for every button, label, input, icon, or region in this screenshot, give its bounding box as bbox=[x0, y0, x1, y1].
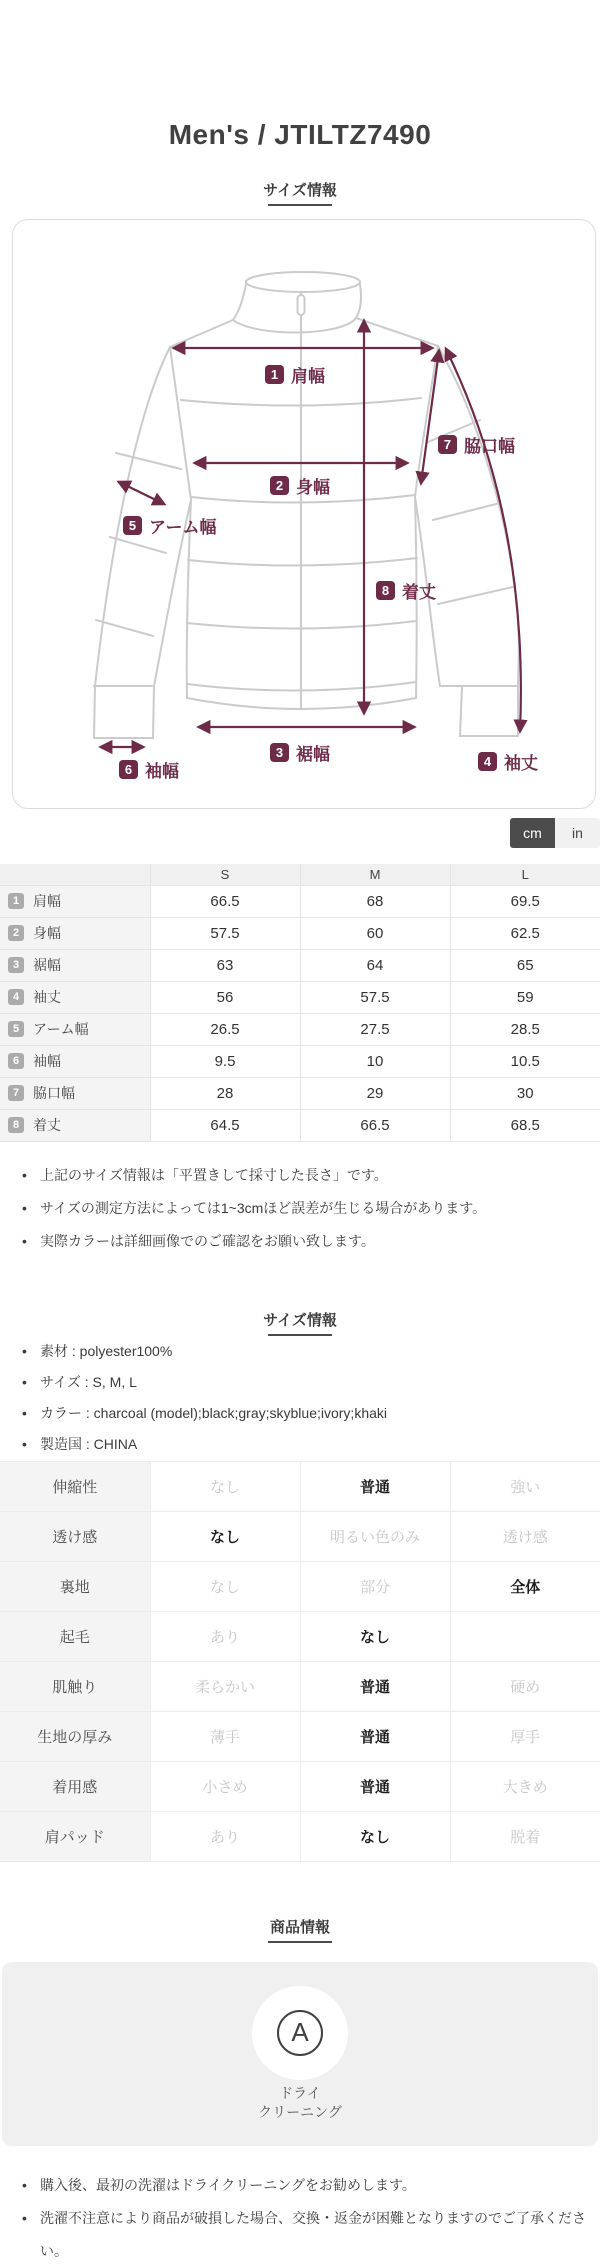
diagram-label-hem-width: 3 裾幅 bbox=[270, 740, 330, 765]
attribute-row-shoulder-pad: 肩パッド あり なし 脱着 bbox=[0, 1811, 600, 1861]
size-info-heading bbox=[0, 179, 600, 206]
label-1-badge: 1 bbox=[265, 365, 284, 384]
size-note: • 実際カラーは詳細画像でのご確認をお願い致します。 bbox=[20, 1225, 592, 1258]
size-note: • 上記のサイズ情報は「平置きして採寸した長さ」です。 bbox=[20, 1159, 592, 1192]
size-notes-list bbox=[20, 1159, 592, 1258]
detail-info-heading-text: サイズ情報 bbox=[261, 1309, 339, 1336]
colors-bullet: • カラー : charcoal (model);black;gray;skyblue;ivory;khaki bbox=[20, 1398, 592, 1429]
attr-option-cell: 硬め bbox=[450, 1661, 600, 1711]
size-value-cell: 28 bbox=[150, 1077, 300, 1109]
attr-option-cell: 小さめ bbox=[150, 1761, 300, 1811]
size-value-cell: 29 bbox=[300, 1077, 450, 1109]
unit-toggle bbox=[0, 818, 600, 848]
attribute-table bbox=[0, 1461, 600, 1862]
label-7-badge: 7 bbox=[438, 435, 457, 454]
attr-option-cell: 大きめ bbox=[450, 1761, 600, 1811]
size-value-cell: 65 bbox=[450, 949, 600, 981]
care-notes-list bbox=[20, 2169, 592, 2267]
size-value-cell: 60 bbox=[300, 917, 450, 949]
size-table-row: 5 アーム幅 26.5 27.5 28.5 bbox=[0, 1013, 600, 1045]
attr-option-cell: 普通 bbox=[300, 1761, 450, 1811]
product-info-heading bbox=[0, 1916, 600, 1943]
size-table-row: 1 肩幅 66.5 68 69.5 bbox=[0, 885, 600, 917]
diagram-label-garment-length: 8 着丈 bbox=[376, 578, 436, 603]
label-5-badge: 5 bbox=[123, 516, 142, 535]
jacket-illustration bbox=[13, 220, 595, 808]
size-table-row: 7 脇口幅 28 29 30 bbox=[0, 1077, 600, 1109]
size-table-row: 2 身幅 57.5 60 62.5 bbox=[0, 917, 600, 949]
detail-info-heading bbox=[0, 1309, 600, 1336]
size-column-s: S bbox=[150, 864, 300, 885]
attr-option-cell: 厚手 bbox=[450, 1711, 600, 1761]
size-value-cell: 28.5 bbox=[450, 1013, 600, 1045]
label-8-badge: 8 bbox=[376, 581, 395, 600]
diagram-label-cuff-width: 6 袖幅 bbox=[119, 757, 179, 782]
size-value-cell: 10 bbox=[300, 1045, 450, 1077]
size-value-cell: 57.5 bbox=[300, 981, 450, 1013]
attr-option-cell: なし bbox=[150, 1561, 300, 1611]
diagram-label-arm-width: 5 アーム幅 bbox=[123, 513, 217, 538]
diagram-label-sleeve-length: 4 袖丈 bbox=[478, 749, 538, 774]
size-value-cell: 10.5 bbox=[450, 1045, 600, 1077]
size-column-l: L bbox=[450, 864, 600, 885]
size-value-cell: 63 bbox=[150, 949, 300, 981]
care-symbol-background bbox=[252, 1986, 348, 2080]
attr-option-cell: なし bbox=[300, 1811, 450, 1861]
size-table bbox=[0, 864, 600, 1142]
size-value-cell: 68 bbox=[300, 885, 450, 917]
attr-option-cell: 薄手 bbox=[150, 1711, 300, 1761]
country-bullet: • 製造国 : CHINA bbox=[20, 1429, 592, 1460]
size-table-header-row bbox=[0, 864, 600, 885]
unit-cm-button[interactable]: cm bbox=[510, 818, 555, 848]
size-value-cell: 68.5 bbox=[450, 1109, 600, 1141]
size-diagram bbox=[12, 219, 596, 809]
care-instructions-box bbox=[2, 1962, 598, 2146]
size-value-cell: 56 bbox=[150, 981, 300, 1013]
attr-option-cell: なし bbox=[300, 1611, 450, 1661]
attr-option-cell: なし bbox=[150, 1461, 300, 1511]
size-table-row: 4 袖丈 56 57.5 59 bbox=[0, 981, 600, 1013]
size-value-cell: 62.5 bbox=[450, 917, 600, 949]
attr-option-cell: 明るい色のみ bbox=[300, 1511, 450, 1561]
size-value-cell: 9.5 bbox=[150, 1045, 300, 1077]
attr-option-cell: 柔らかい bbox=[150, 1661, 300, 1711]
size-value-cell: 57.5 bbox=[150, 917, 300, 949]
attr-option-cell: 普通 bbox=[300, 1461, 450, 1511]
product-info-heading-text: 商品情報 bbox=[268, 1916, 332, 1943]
size-value-cell: 64 bbox=[300, 949, 450, 981]
label-3-badge: 3 bbox=[270, 743, 289, 762]
attr-option-cell: 普通 bbox=[300, 1661, 450, 1711]
jacket-outline bbox=[94, 272, 519, 738]
size-value-cell: 59 bbox=[450, 981, 600, 1013]
attr-option-cell: 透け感 bbox=[450, 1511, 600, 1561]
size-value-cell: 64.5 bbox=[150, 1109, 300, 1141]
size-table-corner-cell bbox=[0, 864, 150, 885]
size-table-row: 8 着丈 64.5 66.5 68.5 bbox=[0, 1109, 600, 1141]
label-4-badge: 4 bbox=[478, 752, 497, 771]
care-label: ドライ クリーニング bbox=[258, 2084, 342, 2120]
attr-option-cell bbox=[450, 1611, 600, 1661]
attribute-row-thickness: 生地の厚み 薄手 普通 厚手 bbox=[0, 1711, 600, 1761]
size-value-cell: 27.5 bbox=[300, 1013, 450, 1045]
page-title: Men's / JTILTZ7490 bbox=[168, 119, 432, 150]
attribute-row-lining: 裏地 なし 部分 全体 bbox=[0, 1561, 600, 1611]
size-value-cell: 69.5 bbox=[450, 885, 600, 917]
label-6-badge: 6 bbox=[119, 760, 138, 779]
attr-option-cell: 部分 bbox=[300, 1561, 450, 1611]
size-column-m: M bbox=[300, 864, 450, 885]
size-table-row: 3 裾幅 63 64 65 bbox=[0, 949, 600, 981]
attribute-row-stretch: 伸縮性 なし 普通 強い bbox=[0, 1461, 600, 1511]
attr-option-cell: 脱着 bbox=[450, 1811, 600, 1861]
size-value-cell: 66.5 bbox=[300, 1109, 450, 1141]
sizes-bullet: • サイズ : S, M, L bbox=[20, 1367, 592, 1398]
unit-in-button[interactable]: in bbox=[555, 818, 600, 848]
size-value-cell: 26.5 bbox=[150, 1013, 300, 1045]
diagram-label-armhole-width: 7 脇口幅 bbox=[438, 432, 515, 457]
size-value-cell: 66.5 bbox=[150, 885, 300, 917]
care-note: • 洗濯不注意により商品が破損した場合、交換・返金が困難となりますのでご了承ください。 bbox=[20, 2202, 592, 2267]
label-2-badge: 2 bbox=[270, 476, 289, 495]
detail-bullets-list bbox=[20, 1336, 592, 1460]
attr-option-cell: あり bbox=[150, 1811, 300, 1861]
attribute-row-touch: 肌触り 柔らかい 普通 硬め bbox=[0, 1661, 600, 1711]
care-note: • 購入後、最初の洗濯はドライクリーニングをお勧めします。 bbox=[20, 2169, 592, 2202]
diagram-label-shoulder-width: 1 肩幅 bbox=[265, 362, 325, 387]
size-info-heading-text: サイズ情報 bbox=[261, 179, 339, 206]
attr-option-cell: あり bbox=[150, 1611, 300, 1661]
attr-option-cell: なし bbox=[150, 1511, 300, 1561]
size-table-row: 6 袖幅 9.5 10 10.5 bbox=[0, 1045, 600, 1077]
diagram-label-body-width: 2 身幅 bbox=[270, 473, 330, 498]
attribute-row-sheerness: 透け感 なし 明るい色のみ 透け感 bbox=[0, 1511, 600, 1561]
attr-option-cell: 普通 bbox=[300, 1711, 450, 1761]
attr-option-cell: 全体 bbox=[450, 1561, 600, 1611]
dry-clean-a-icon: A bbox=[277, 2010, 323, 2056]
attr-option-cell: 強い bbox=[450, 1461, 600, 1511]
material-bullet: • 素材 : polyester100% bbox=[20, 1336, 592, 1367]
size-value-cell: 30 bbox=[450, 1077, 600, 1109]
size-note: • サイズの測定方法によっては1~3cmほど誤差が生じる場合があります。 bbox=[20, 1192, 592, 1225]
attribute-row-brushed: 起毛 あり なし bbox=[0, 1611, 600, 1661]
attribute-row-fit: 着用感 小さめ 普通 大きめ bbox=[0, 1761, 600, 1811]
